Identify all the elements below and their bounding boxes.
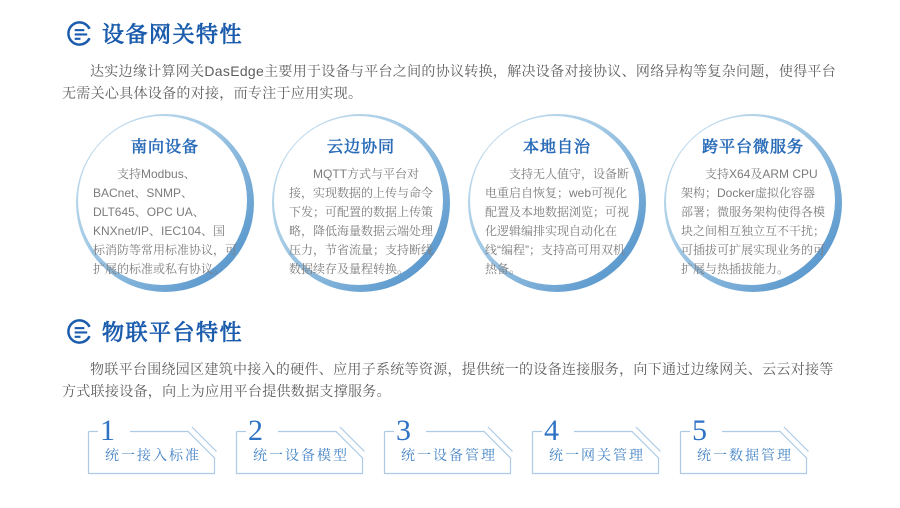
platform-item-gateway-management: [529, 414, 665, 475]
platform-section-header: [66, 292, 900, 347]
feature-circle-local-autonomy: [468, 114, 646, 292]
item-number: 5: [692, 414, 707, 447]
feature-circle-microservice: [664, 114, 842, 292]
platform-item-device-model: [233, 414, 369, 475]
circle-content: [664, 114, 842, 292]
circle-desc: 支持Modbus、BACnet、SNMP、DLT645、OPC UA、KNXnet/IP、IEC104、国标消防等常用标准协议，可扩展的标准或私有协议。: [93, 167, 238, 276]
item-label: 统一设备模型: [253, 447, 349, 463]
list-circle-icon: [66, 318, 93, 345]
circle-desc: 支持X64及ARM CPU架构；Docker虚拟化容器部署；微服务架构使得各模块之间相互独立互不干扰；可插拔可扩展实现业务的可扩展与热插拔能力。: [681, 167, 826, 276]
circle-title: 南向设备: [130, 139, 199, 156]
circle-desc: 支持无人值守，设备断电重启自恢复；web可视化配置及本地数据浏览；可视化逻辑编排实现自动化在线“编程”；支持高可用双机热备。: [485, 167, 630, 276]
item-label: 统一数据管理: [697, 447, 793, 463]
feature-circle-southbound: [76, 114, 254, 292]
gateway-intro-paragraph: 达实边缘计算网关DasEdge主要用于设备与平台之间的协议转换，解决设备对接协议、网络异构等复杂问题，使得平台无需关心具体设备的对接，而专注于应用实现。: [62, 63, 837, 101]
item-number: 4: [544, 414, 559, 447]
platform-section: [0, 292, 900, 475]
circle-content: [76, 114, 254, 292]
circle-title: 云边协同: [326, 139, 395, 156]
gateway-section-header: [66, 0, 900, 49]
platform-item-device-management: [381, 414, 517, 475]
platform-items-row: [85, 414, 900, 475]
platform-item-data-management: [677, 414, 813, 475]
circle-title: 本地自治: [522, 139, 591, 156]
platform-section-title: 物联平台特性: [102, 320, 244, 345]
item-label: 统一接入标准: [105, 447, 201, 463]
item-number: 3: [396, 414, 411, 447]
circle-title: 跨平台微服务: [701, 139, 804, 156]
circle-content: [468, 114, 646, 292]
item-label: 统一网关管理: [549, 447, 645, 463]
item-number: 2: [248, 414, 263, 447]
item-number: 1: [100, 414, 115, 447]
circle-content: [272, 114, 450, 292]
gateway-section-title: 设备网关特性: [102, 22, 244, 47]
list-circle-icon: [66, 20, 93, 47]
platform-intro-paragraph: 物联平台围绕园区建筑中接入的硬件、应用子系统等资源，提供统一的设备连接服务，向下通过边缘网关、云云对接等方式联接设备，向上为应用平台提供数据支撑服务。: [62, 361, 834, 399]
item-label: 统一设备管理: [401, 447, 497, 463]
feature-circle-cloud-edge: [272, 114, 450, 292]
gateway-feature-circles: [76, 114, 900, 292]
platform-item-access-standard: [85, 414, 221, 475]
circle-desc: MQTT方式与平台对接，实现数据的上传与命令下发；可配置的数据上传策略，降低海量数据云端处理压力，节省流量；支持断线数据续存及量程转换。: [289, 167, 434, 276]
